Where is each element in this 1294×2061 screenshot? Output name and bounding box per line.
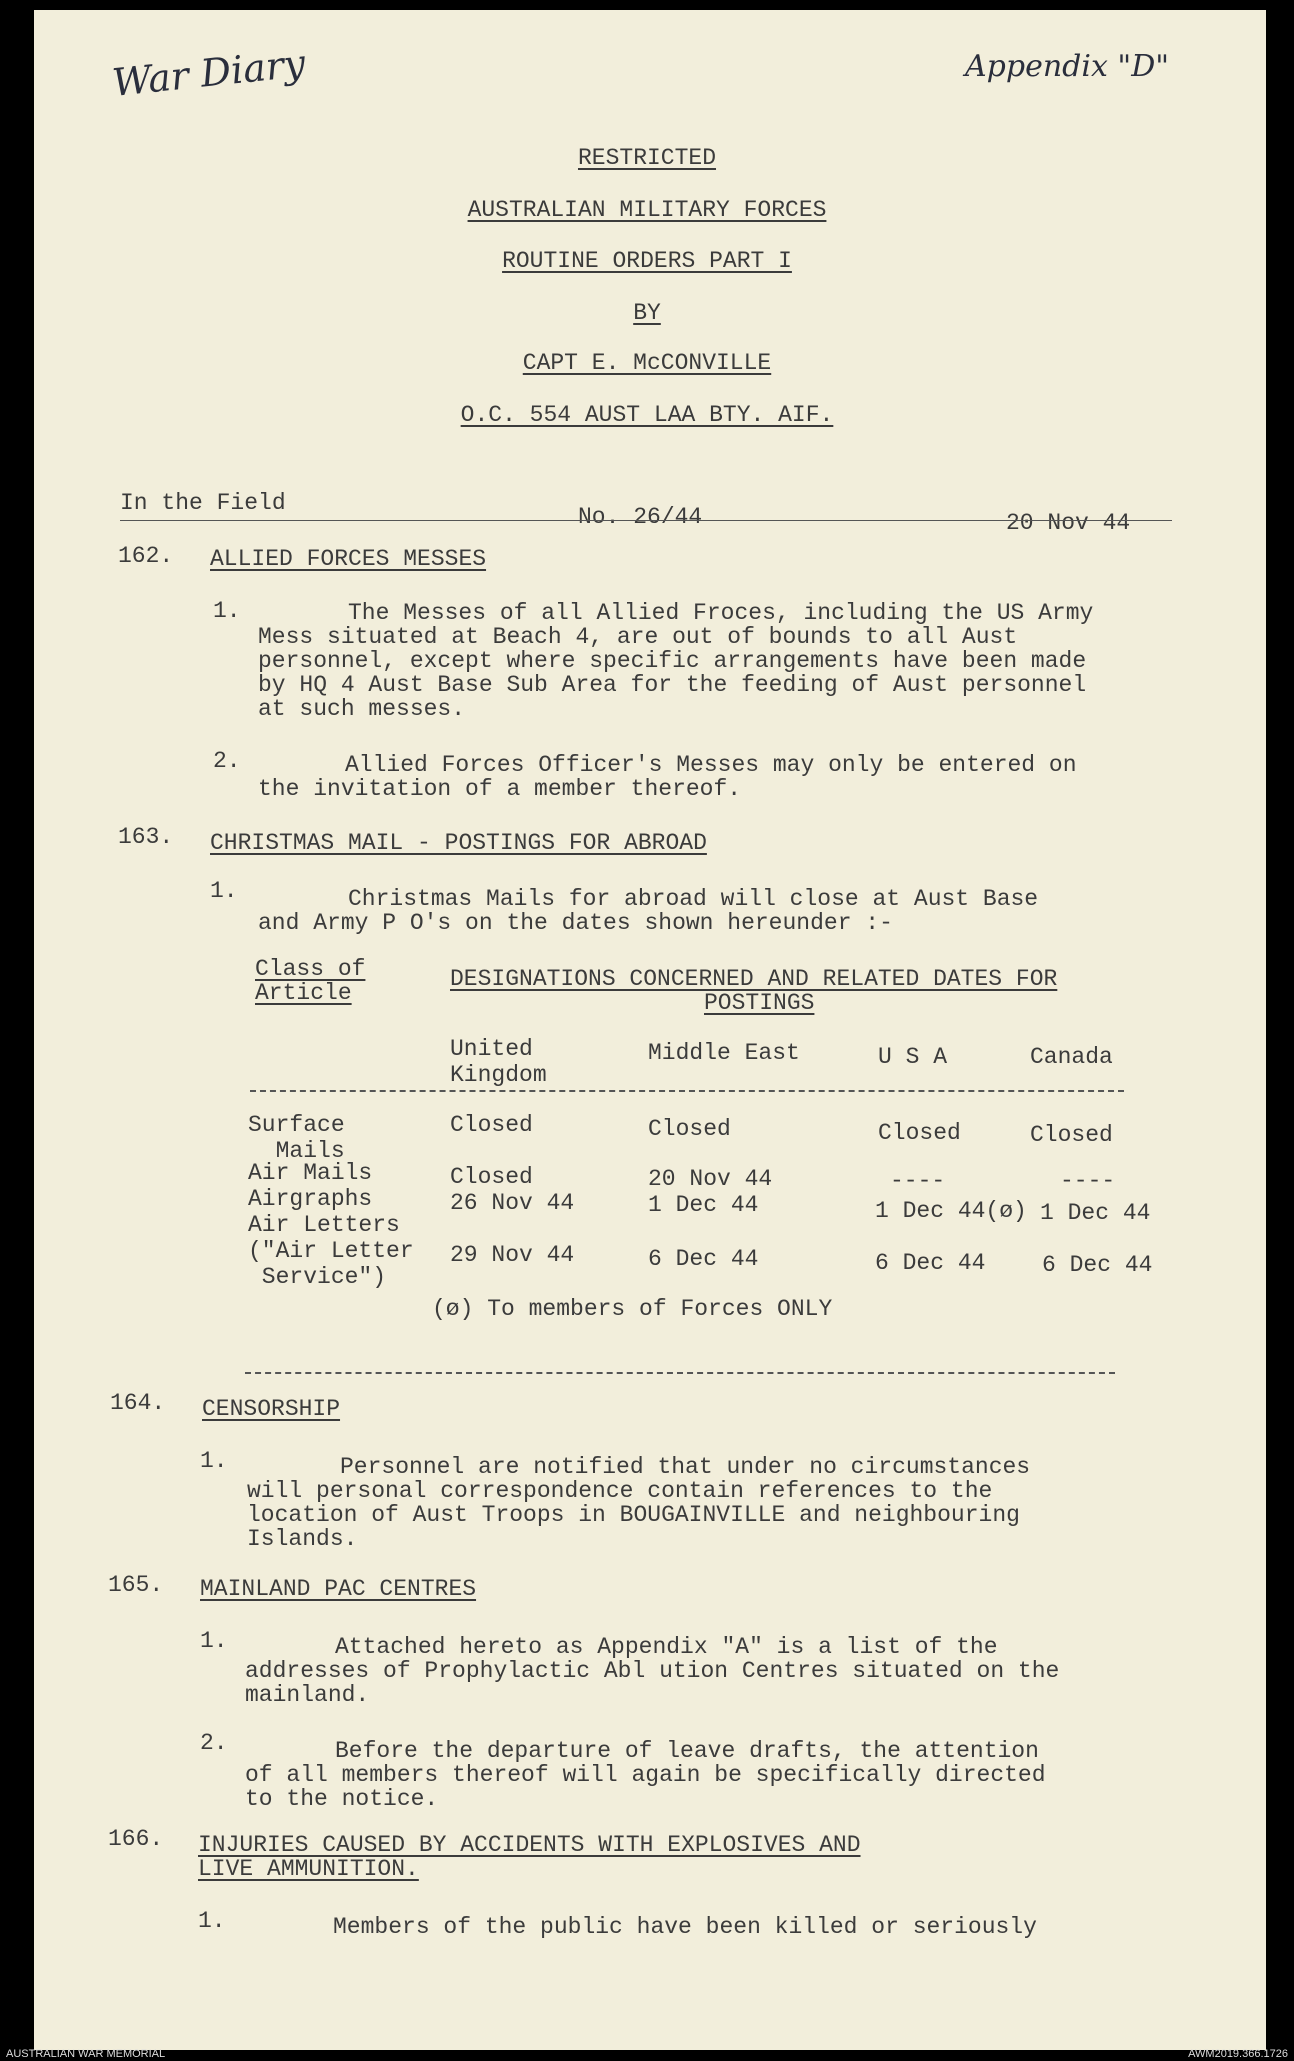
section-166-para-1-number: 1. (198, 1908, 226, 1934)
section-164-number: 164. (110, 1390, 166, 1416)
header-orders: ROUTINE ORDERS PART I (502, 248, 792, 274)
table-column-header: Canada (1030, 1044, 1113, 1070)
table-row-label: Air Mails (248, 1160, 373, 1186)
table-cell: Closed (648, 1116, 731, 1142)
section-164-para-1-line: location of Aust Troops in BOUGAINVILLE and neighbouring (247, 1502, 1020, 1528)
table-cell: 1 Dec 44 (1040, 1200, 1151, 1226)
footer-right: AWM2019.366.1726 (1188, 2048, 1288, 2060)
section-166-number: 166. (108, 1826, 164, 1852)
section-162-para-1-number: 1. (213, 598, 241, 624)
section-162-number: 162. (118, 543, 174, 569)
table-cell: 29 Nov 44 (450, 1242, 575, 1268)
handwritten-war-diary: War Diary (110, 41, 308, 105)
section-165-para-1-number: 1. (200, 1628, 228, 1654)
table-cell: 6 Dec 44 (1042, 1252, 1153, 1278)
section-162-para-1-line: The Messes of all Allied Froces, including the US Army (348, 600, 1094, 626)
table-cell: 6 Dec 44 (875, 1250, 986, 1276)
section-162-para-1-line: by HQ 4 Aust Base Sub Area for the feeding of Aust personnel (258, 672, 1087, 698)
table-cell: ---- (1060, 1168, 1116, 1194)
section-165-para-2-line: of all members thereof will again be specifically directed (245, 1762, 1046, 1788)
section-162-para-1-line: at such messes. (258, 696, 466, 722)
handwritten-appendix: Appendix "D" (965, 49, 1170, 84)
table-cell: 20 Nov 44 (648, 1166, 773, 1192)
table-cell: Closed (450, 1164, 533, 1190)
section-164-para-1-line: Islands. (247, 1526, 358, 1552)
header-unit: O.C. 554 AUST LAA BTY. AIF. (460, 402, 834, 428)
section-165-para-1-line: addresses of Prophylactic Abl ution Centres situated on the (245, 1658, 1060, 1684)
section-166-para-1-line: Members of the public have been killed or seriously (333, 1914, 1037, 1940)
section-162-para-2-line: Allied Forces Officer's Messes may only be entered on (345, 752, 1077, 778)
section-163-title: CHRISTMAS MAIL - POSTINGS FOR ABROAD (210, 830, 707, 856)
section-164-para-1-line: Personnel are notified that under no circumstances (340, 1454, 1031, 1480)
table-cell: 6 Dec 44 (648, 1246, 759, 1272)
table-class-header: Article (255, 980, 352, 1006)
section-163-number: 163. (118, 824, 174, 850)
header-restricted: RESTRICTED (577, 145, 717, 171)
section-163-para-1-line: Christmas Mails for abroad will close at Aust Base (348, 886, 1039, 912)
section-164-title: CENSORSHIP (202, 1396, 341, 1422)
table-cell: ---- (890, 1168, 946, 1194)
table-column-header: United Kingdom (450, 1036, 547, 1088)
table-row-label: ("Air Letter Service") (248, 1238, 414, 1290)
section-166-title: LIVE AMMUNITION. (198, 1856, 419, 1882)
table-column-header: U S A (878, 1044, 948, 1070)
section-165-para-1-line: Attached hereto as Appendix "A" is a list of the (335, 1634, 998, 1660)
section-165-para-1-line: mainland. (245, 1682, 370, 1708)
section-165-number: 165. (108, 1572, 164, 1598)
table-header-rule (250, 1090, 1124, 1092)
table-cell: Closed (450, 1112, 533, 1138)
meta-rule (120, 520, 1172, 521)
table-designations-header: DESIGNATIONS CONCERNED AND RELATED DATES FOR (450, 966, 1058, 992)
section-164-para-1-number: 1. (200, 1448, 228, 1474)
table-column-header: Middle East (648, 1040, 800, 1066)
section-162-para-2-line: the invitation of a member thereof. (258, 776, 742, 802)
table-cell: 1 Dec 44(ø) (875, 1198, 1027, 1224)
section-165-title: MAINLAND PAC CENTRES (200, 1576, 477, 1602)
table-cell: Closed (878, 1120, 961, 1146)
section-164-para-1-line: will personal correspondence contain references to the (247, 1478, 993, 1504)
table-cell: 1 Dec 44 (648, 1192, 759, 1218)
section-166-title: INJURIES CAUSED BY ACCIDENTS WITH EXPLOSIVES AND (198, 1832, 861, 1858)
table-designations-header: POSTINGS (704, 990, 815, 1016)
section-165-para-2-line: to the notice. (245, 1786, 439, 1812)
order-date: 20 Nov 44 (1006, 510, 1131, 536)
order-number: No. 26/44 (578, 504, 703, 530)
table-end-rule (245, 1372, 1115, 1374)
header-by: BY (633, 300, 661, 326)
header-forces: AUSTRALIAN MILITARY FORCES (467, 197, 827, 223)
table-footnote: (ø) To members of Forces ONLY (432, 1296, 833, 1322)
table-class-header: Class of (255, 956, 366, 982)
table-row-label: Surface Mails (248, 1112, 345, 1164)
section-162-para-2-number: 2. (213, 748, 241, 774)
section-165-para-2-number: 2. (200, 1730, 228, 1756)
place: In the Field (120, 490, 286, 516)
section-163-para-1-number: 1. (210, 878, 238, 904)
section-162-para-1-line: Mess situated at Beach 4, are out of bounds to all Aust (258, 624, 1018, 650)
section-162-para-1-line: personnel, except where specific arrangements have been made (258, 648, 1087, 674)
header-officer: CAPT E. McCONVILLE (522, 350, 772, 376)
section-162-title: ALLIED FORCES MESSES (210, 546, 487, 572)
section-165-para-2-line: Before the departure of leave drafts, the attention (335, 1738, 1039, 1764)
table-row-label: Airgraphs Air Letters (248, 1186, 400, 1238)
table-cell: 26 Nov 44 (450, 1190, 575, 1216)
footer-left: AUSTRALIAN WAR MEMORIAL (6, 2048, 166, 2060)
section-163-para-1-line: and Army P O's on the dates shown hereunder :- (258, 910, 893, 936)
table-cell: Closed (1030, 1122, 1113, 1148)
